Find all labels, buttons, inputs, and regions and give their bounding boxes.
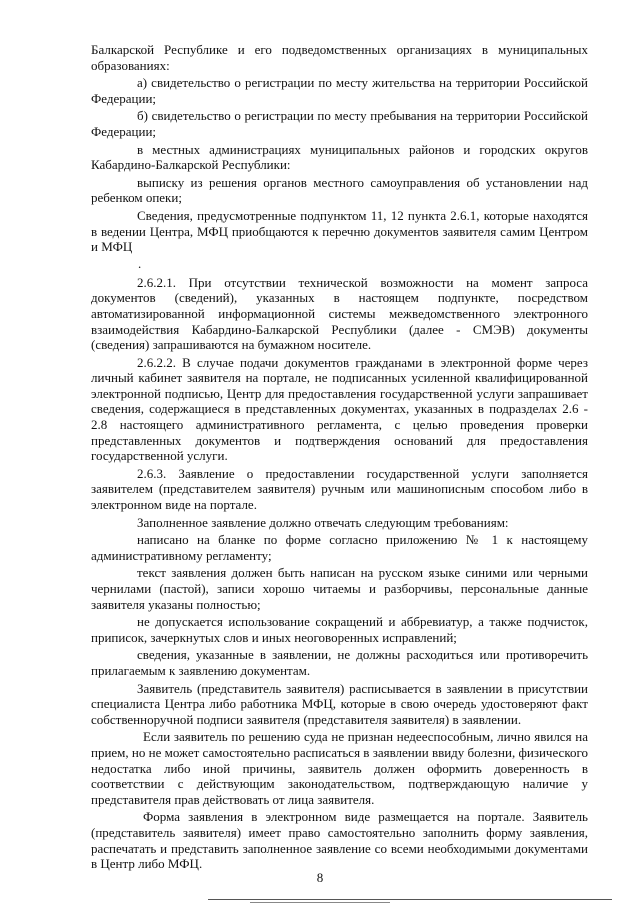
paragraph-requirements-intro: Заполненное заявление должно отвечать следующим требованиям: [137,514,509,530]
paragraph-power-of-attorney: Если заявитель по решению суда не признан недееспособным, лично явился на прием, но не может самостоятельно расписаться в заявлении ввиду болезни, физического недостатка либо иной причины, заявитель должен оформить доверенность в соответствии с действующим законодательством, подтверждающую наличие у представителя прав действовать от лица заявителя. [91,729,588,807]
paragraph-signature: Заявитель (представитель заявителя) расписывается в заявлении в присутствии специалиста Центра либо работника МФЦ, которые в свою очередь удостоверяют факт собственноручной подписи заявителя (представителя заявителя) в заявлении. [91,680,588,727]
document-body [91,42,588,872]
paragraph-requirement-form: написано на бланке по форме согласно приложению № 1 к настоящему административному регламенту; [91,532,588,563]
paragraph-electronic-form: Форма заявления в электронном виде размещается на портале. Заявитель (представитель заявителя) имеет право самостоятельно заполнить форму заявления, распечатать и представить заполненное заявление со всеми необходимыми документами в Центр либо МФЦ. [91,809,588,872]
paragraph-item-a: а) свидетельство о регистрации по месту жительства на территории Российской Федерации; [91,75,588,106]
paragraph-local-administrations: в местных администрациях муниципальных районов и городских округов Кабардино-Балкарской Республики: [91,141,588,173]
paragraph-requirement-consistency: сведения, указанные в заявлении, не должны расходиться или противоречить прилагаемым к заявлению документам. [91,647,588,678]
footer-rule-secondary [250,902,390,903]
paragraph-2-6-2-2: 2.6.2.2. В случае подачи документов гражданами в электронной форме через личный кабинет заявителя на портале, не подписанных усиленной квалифицированной электронной подписью, Центр для предоставления государственной услуги запрашивает сведения, содержащиеся в представленных документах, указанных в подразделах 2.6 - 2.8 настоящего административного регламента, с целью проведения проверки представленных документов и подтверждения оснований для предоставления государственной услуги. [91,354,588,464]
paragraph-item-b: б) свидетельство о регистрации по месту пребывания на территории Российской Федерации; [91,108,588,139]
paragraph-guardianship-extract: выписку из решения органов местного самоуправления об установлении над ребенком опеки; [91,174,588,206]
paragraph-requirement-language: текст заявления должен быть написан на русском языке синими или черными чернилами (пастой), записи хорошо читаемы и разборчивы, персональные данные заявителя указаны полностью; [91,565,588,612]
footer-rule [208,899,612,900]
paragraph-center-info: Сведения, предусмотренные подпунктом 11, 12 пункта 2.6.1, которые находятся в ведении Центра, МФЦ приобщаются к перечню документов заявителя самим Центром и МФЦ [91,207,588,255]
paragraph-continuation: Балкарской Республике и его подведомственных организациях в муниципальных образованиях: [91,42,588,73]
paragraph-requirement-no-abbreviations: не допускается использование сокращений и аббревиатур, а также подчисток, приписок, зачеркнутых слов и иных неоговоренных исправлений; [91,614,588,645]
page-number: 8 [316,870,324,885]
stray-dot: . [138,255,142,271]
paragraph-2-6-2-1: 2.6.2.1. При отсутствии технической возможности на момент запроса документов (сведений), указанных в настоящем подпункте, посредством автоматизированной информационной системы межведомственного электронного взаимодействия Кабардино-Балкарской Республики (далее - СМЭВ) документы (сведения) запрашиваются на бумажном носителе. [91,274,588,353]
paragraph-2-6-3: 2.6.3. Заявление о предоставлении государственной услуги заполняется заявителем (представителем заявителя) ручным или машинописным способом либо в электронном виде на портале. [91,465,588,513]
